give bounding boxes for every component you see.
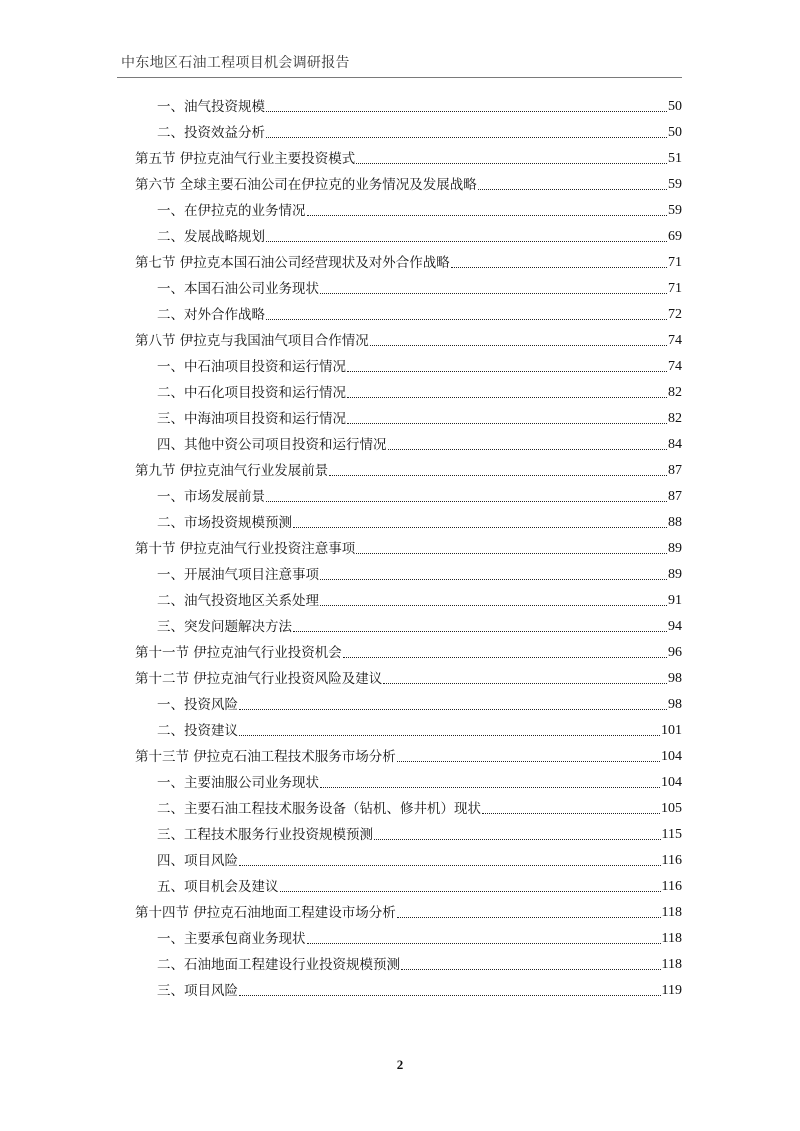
toc-entry-page-number: 116 <box>661 853 682 868</box>
toc-entry-label: 四、项目风险 <box>157 853 238 869</box>
toc-entry-page-number: 82 <box>668 411 682 426</box>
toc-entry-label: 二、投资效益分析 <box>157 125 265 141</box>
toc-entry-page-number: 72 <box>668 307 682 322</box>
toc-dot-leader <box>401 969 661 970</box>
toc-dot-leader <box>266 111 667 112</box>
toc-entry-page-number: 119 <box>661 983 682 998</box>
toc-dot-leader <box>293 527 667 528</box>
toc-dot-leader <box>266 501 667 502</box>
toc-subsection-entry[interactable] <box>157 123 682 143</box>
toc-entry-page-number: 59 <box>668 177 682 192</box>
toc-dot-leader <box>320 579 667 580</box>
toc-subsection-entry[interactable] <box>157 435 682 455</box>
toc-subsection-entry[interactable] <box>157 591 682 611</box>
toc-dot-leader <box>320 787 660 788</box>
toc-dot-leader <box>383 683 667 684</box>
toc-entry-label: 第七节 伊拉克本国石油公司经营现状及对外合作战略 <box>135 255 450 271</box>
toc-subsection-entry[interactable] <box>157 617 682 637</box>
toc-entry-label: 二、中石化项目投资和运行情况 <box>157 385 346 401</box>
toc-entry-page-number: 87 <box>668 489 682 504</box>
toc-subsection-entry[interactable] <box>157 279 682 299</box>
toc-subsection-entry[interactable] <box>157 201 682 221</box>
toc-entry-page-number: 69 <box>668 229 682 244</box>
toc-dot-leader <box>280 891 661 892</box>
toc-subsection-entry[interactable] <box>157 97 682 117</box>
toc-subsection-entry[interactable] <box>157 357 682 377</box>
toc-entry-label: 二、市场投资规模预测 <box>157 515 292 531</box>
toc-subsection-entry[interactable] <box>157 851 682 871</box>
toc-dot-leader <box>293 631 667 632</box>
toc-dot-leader <box>347 371 667 372</box>
toc-entry-page-number: 116 <box>661 879 682 894</box>
toc-entry-page-number: 50 <box>668 99 682 114</box>
toc-entry-label: 第十一节 伊拉克油气行业投资机会 <box>135 645 342 661</box>
toc-subsection-entry[interactable] <box>157 227 682 247</box>
toc-entry-page-number: 94 <box>668 619 682 634</box>
toc-dot-leader <box>370 345 667 346</box>
toc-dot-leader <box>347 423 667 424</box>
toc-subsection-entry[interactable] <box>157 929 682 949</box>
toc-dot-leader <box>266 319 667 320</box>
toc-dot-leader <box>356 163 667 164</box>
toc-entry-label: 第五节 伊拉克油气行业主要投资模式 <box>135 151 356 167</box>
toc-section-entry[interactable] <box>135 747 682 767</box>
toc-entry-page-number: 98 <box>668 671 682 686</box>
toc-entry-label: 一、市场发展前景 <box>157 489 265 505</box>
toc-entry-page-number: 105 <box>661 801 682 816</box>
toc-subsection-entry[interactable] <box>157 513 682 533</box>
running-header: 中东地区石油工程项目机会调研报告 <box>121 55 350 71</box>
toc-entry-page-number: 84 <box>668 437 682 452</box>
toc-entry-label: 四、其他中资公司项目投资和运行情况 <box>157 437 387 453</box>
toc-entry-page-number: 89 <box>668 541 682 556</box>
toc-entry-label: 一、中石油项目投资和运行情况 <box>157 359 346 375</box>
page-number: 2 <box>396 1057 404 1072</box>
toc-entry-label: 第九节 伊拉克油气行业发展前景 <box>135 463 329 479</box>
toc-entry-page-number: 118 <box>661 905 682 920</box>
toc-entry-label: 二、对外合作战略 <box>157 307 265 323</box>
toc-dot-leader <box>397 761 660 762</box>
toc-section-entry[interactable] <box>135 149 682 169</box>
toc-dot-leader <box>374 839 661 840</box>
toc-dot-leader <box>239 709 667 710</box>
toc-entry-page-number: 51 <box>668 151 682 166</box>
toc-subsection-entry[interactable] <box>157 305 682 325</box>
toc-entry-page-number: 89 <box>668 567 682 582</box>
toc-entry-label: 二、油气投资地区关系处理 <box>157 593 319 609</box>
toc-entry-label: 第十节 伊拉克油气行业投资注意事项 <box>135 541 356 557</box>
toc-section-entry[interactable] <box>135 539 682 559</box>
toc-entry-label: 三、突发问题解决方法 <box>157 619 292 635</box>
toc-section-entry[interactable] <box>135 331 682 351</box>
toc-entry-page-number: 74 <box>668 333 682 348</box>
toc-entry-label: 二、发展战略规划 <box>157 229 265 245</box>
toc-subsection-entry[interactable] <box>157 565 682 585</box>
toc-dot-leader <box>329 475 667 476</box>
toc-entry-label: 三、项目风险 <box>157 983 238 999</box>
toc-entry-page-number: 115 <box>661 827 682 842</box>
toc-subsection-entry[interactable] <box>157 877 682 897</box>
toc-dot-leader <box>356 553 667 554</box>
toc-dot-leader <box>320 293 667 294</box>
toc-dot-leader <box>307 943 661 944</box>
toc-subsection-entry[interactable] <box>157 981 682 1001</box>
toc-subsection-entry[interactable] <box>157 487 682 507</box>
toc-section-entry[interactable] <box>135 175 682 195</box>
toc-entry-page-number: 104 <box>661 775 682 790</box>
toc-subsection-entry[interactable] <box>157 695 682 715</box>
toc-dot-leader <box>397 917 661 918</box>
toc-dot-leader <box>239 865 661 866</box>
toc-entry-page-number: 101 <box>661 723 682 738</box>
toc-entry-page-number: 96 <box>668 645 682 660</box>
toc-section-entry[interactable] <box>135 903 682 923</box>
toc-entry-label: 第八节 伊拉克与我国油气项目合作情况 <box>135 333 369 349</box>
toc-subsection-entry[interactable] <box>157 721 682 741</box>
toc-entry-label: 一、本国石油公司业务现状 <box>157 281 319 297</box>
toc-entry-label: 二、主要石油工程技术服务设备（钻机、修井机）现状 <box>157 801 481 817</box>
toc-entry-label: 一、油气投资规模 <box>157 99 265 115</box>
toc-entry-page-number: 71 <box>668 281 682 296</box>
toc-subsection-entry[interactable] <box>157 825 682 845</box>
toc-entry-label: 二、石油地面工程建设行业投资规模预测 <box>157 957 400 973</box>
toc-entry-label: 第十四节 伊拉克石油地面工程建设市场分析 <box>135 905 396 921</box>
toc-entry-label: 第六节 全球主要石油公司在伊拉克的业务情况及发展战略 <box>135 177 477 193</box>
toc-entry-page-number: 104 <box>661 749 682 764</box>
toc-entry-page-number: 88 <box>668 515 682 530</box>
toc-dot-leader <box>482 813 660 814</box>
toc-entry-page-number: 59 <box>668 203 682 218</box>
toc-entry-label: 一、在伊拉克的业务情况 <box>157 203 306 219</box>
toc-dot-leader <box>307 215 668 216</box>
toc-dot-leader <box>478 189 667 190</box>
toc-section-entry[interactable] <box>135 643 682 663</box>
toc-entry-label: 三、中海油项目投资和运行情况 <box>157 411 346 427</box>
header-rule <box>117 77 682 78</box>
toc-section-entry[interactable] <box>135 669 682 689</box>
toc-entry-page-number: 71 <box>668 255 682 270</box>
toc-dot-leader <box>266 137 667 138</box>
toc-entry-page-number: 118 <box>661 931 682 946</box>
toc-dot-leader <box>347 397 667 398</box>
toc-entry-label: 三、工程技术服务行业投资规模预测 <box>157 827 373 843</box>
toc-entry-label: 第十二节 伊拉克油气行业投资风险及建议 <box>135 671 383 687</box>
toc-entry-label: 第十三节 伊拉克石油工程技术服务市场分析 <box>135 749 396 765</box>
toc-entry-page-number: 118 <box>661 957 682 972</box>
toc-entry-page-number: 98 <box>668 697 682 712</box>
toc-subsection-entry[interactable] <box>157 383 682 403</box>
toc-entry-label: 一、开展油气项目注意事项 <box>157 567 319 583</box>
toc-section-entry[interactable] <box>135 461 682 481</box>
toc-dot-leader <box>388 449 668 450</box>
toc-entry-page-number: 50 <box>668 125 682 140</box>
toc-entry-label: 二、投资建议 <box>157 723 238 739</box>
toc-dot-leader <box>239 735 660 736</box>
toc-entry-label: 一、投资风险 <box>157 697 238 713</box>
toc-entry-page-number: 74 <box>668 359 682 374</box>
toc-subsection-entry[interactable] <box>157 799 682 819</box>
toc-entry-page-number: 91 <box>668 593 682 608</box>
toc-entry-label: 一、主要承包商业务现状 <box>157 931 306 947</box>
toc-subsection-entry[interactable] <box>157 409 682 429</box>
toc-subsection-entry[interactable] <box>157 773 682 793</box>
toc-dot-leader <box>343 657 667 658</box>
toc-section-entry[interactable] <box>135 253 682 273</box>
toc-dot-leader <box>266 241 667 242</box>
toc-entry-page-number: 82 <box>668 385 682 400</box>
toc-entry-label: 五、项目机会及建议 <box>157 879 279 895</box>
toc-dot-leader <box>239 995 661 996</box>
toc-dot-leader <box>451 267 667 268</box>
toc-entry-label: 一、主要油服公司业务现状 <box>157 775 319 791</box>
toc-subsection-entry[interactable] <box>157 955 682 975</box>
toc-entry-page-number: 87 <box>668 463 682 478</box>
toc-dot-leader <box>320 605 667 606</box>
